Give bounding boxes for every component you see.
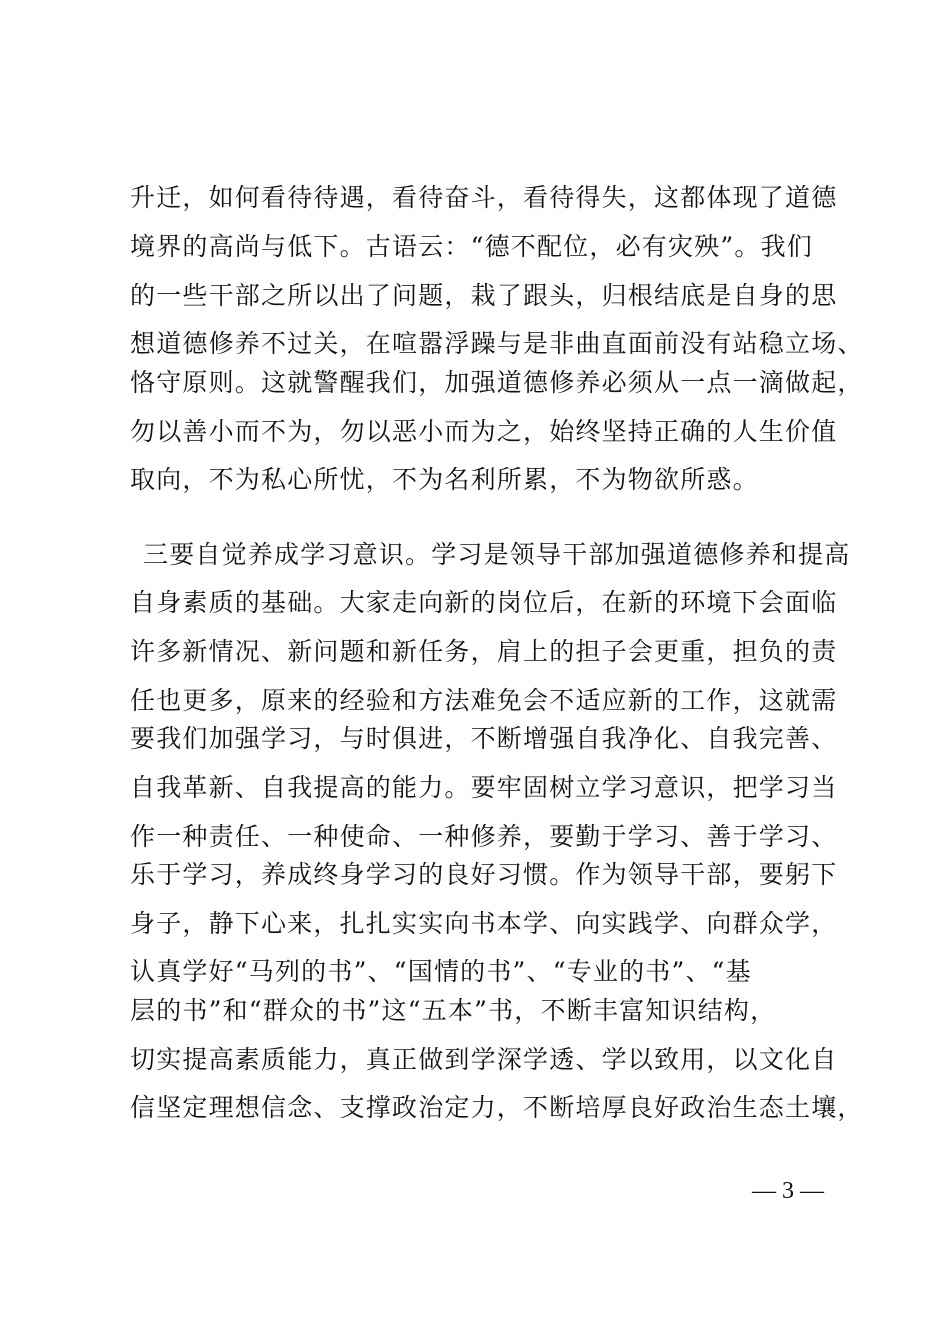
paragraph-2-line-7: 作一种责任、一种使命、一种修养，要勤于学习、善于学习、: [130, 822, 838, 851]
paragraph-2-line-2: 自身素质的基础。大家走向新的岗位后，在新的环境下会面临: [130, 588, 838, 617]
paragraph-2-line-6: 自我革新、自我提高的能力。要牢固树立学习意识，把学习当: [130, 773, 838, 802]
paragraph-2-line-1: 三要自觉养成学习意识。学习是领导干部加强道德修养和提高: [143, 540, 851, 569]
paragraph-1-line-3: 的一些干部之所以出了问题，栽了跟头，归根结底是自身的思: [130, 281, 838, 310]
paragraph-2-line-5: 要我们加强学习，与时俱进，不断增强自我净化、自我完善、: [130, 724, 838, 753]
paragraph-2-line-10: 认真学好“马列的书”、“国情的书”、“专业的书”、“基: [130, 957, 752, 986]
paragraph-1-line-4: 想道德修养不过关，在喧嚣浮躁与是非曲直面前没有站稳立场、: [130, 329, 864, 358]
paragraph-2-line-3: 许多新情况、新问题和新任务，肩上的担子会更重，担负的责: [130, 637, 838, 666]
paragraph-2-line-8: 乐于学习，养成终身学习的良好习惯。作为领导干部，要躬下: [130, 860, 838, 889]
paragraph-2-line-9: 身子，静下心来，扎扎实实向书本学、向实践学、向群众学，: [130, 909, 838, 938]
paragraph-1-line-2: 境界的高尚与低下。古语云：“德不配位，必有灾殃”。我们: [130, 232, 813, 261]
page-number: — 3 —: [752, 1178, 824, 1204]
paragraph-2-line-11: 层的书”和“群众的书”这“五本”书，不断丰富知识结构，: [130, 996, 777, 1025]
paragraph-1-line-7: 取向，不为私心所忧，不为名利所累，不为物欲所惑。: [130, 465, 759, 494]
paragraph-1-line-6: 勿以善小而不为，勿以恶小而为之，始终坚持正确的人生价值: [130, 417, 838, 446]
paragraph-1-line-1: 升迁，如何看待待遇，看待奋斗，看待得失，这都体现了道德: [130, 183, 838, 212]
paragraph-2-line-12: 切实提高素质能力，真正做到学深学透、学以致用，以文化自: [130, 1045, 838, 1074]
paragraph-2-line-4: 任也更多，原来的经验和方法难免会不适应新的工作，这就需: [130, 686, 838, 715]
paragraph-2-line-13: 信坚定理想信念、支撑政治定力，不断培厚良好政治生态土壤，: [130, 1093, 864, 1122]
paragraph-1-line-5: 恪守原则。这就警醒我们，加强道德修养必须从一点一滴做起，: [130, 368, 864, 397]
